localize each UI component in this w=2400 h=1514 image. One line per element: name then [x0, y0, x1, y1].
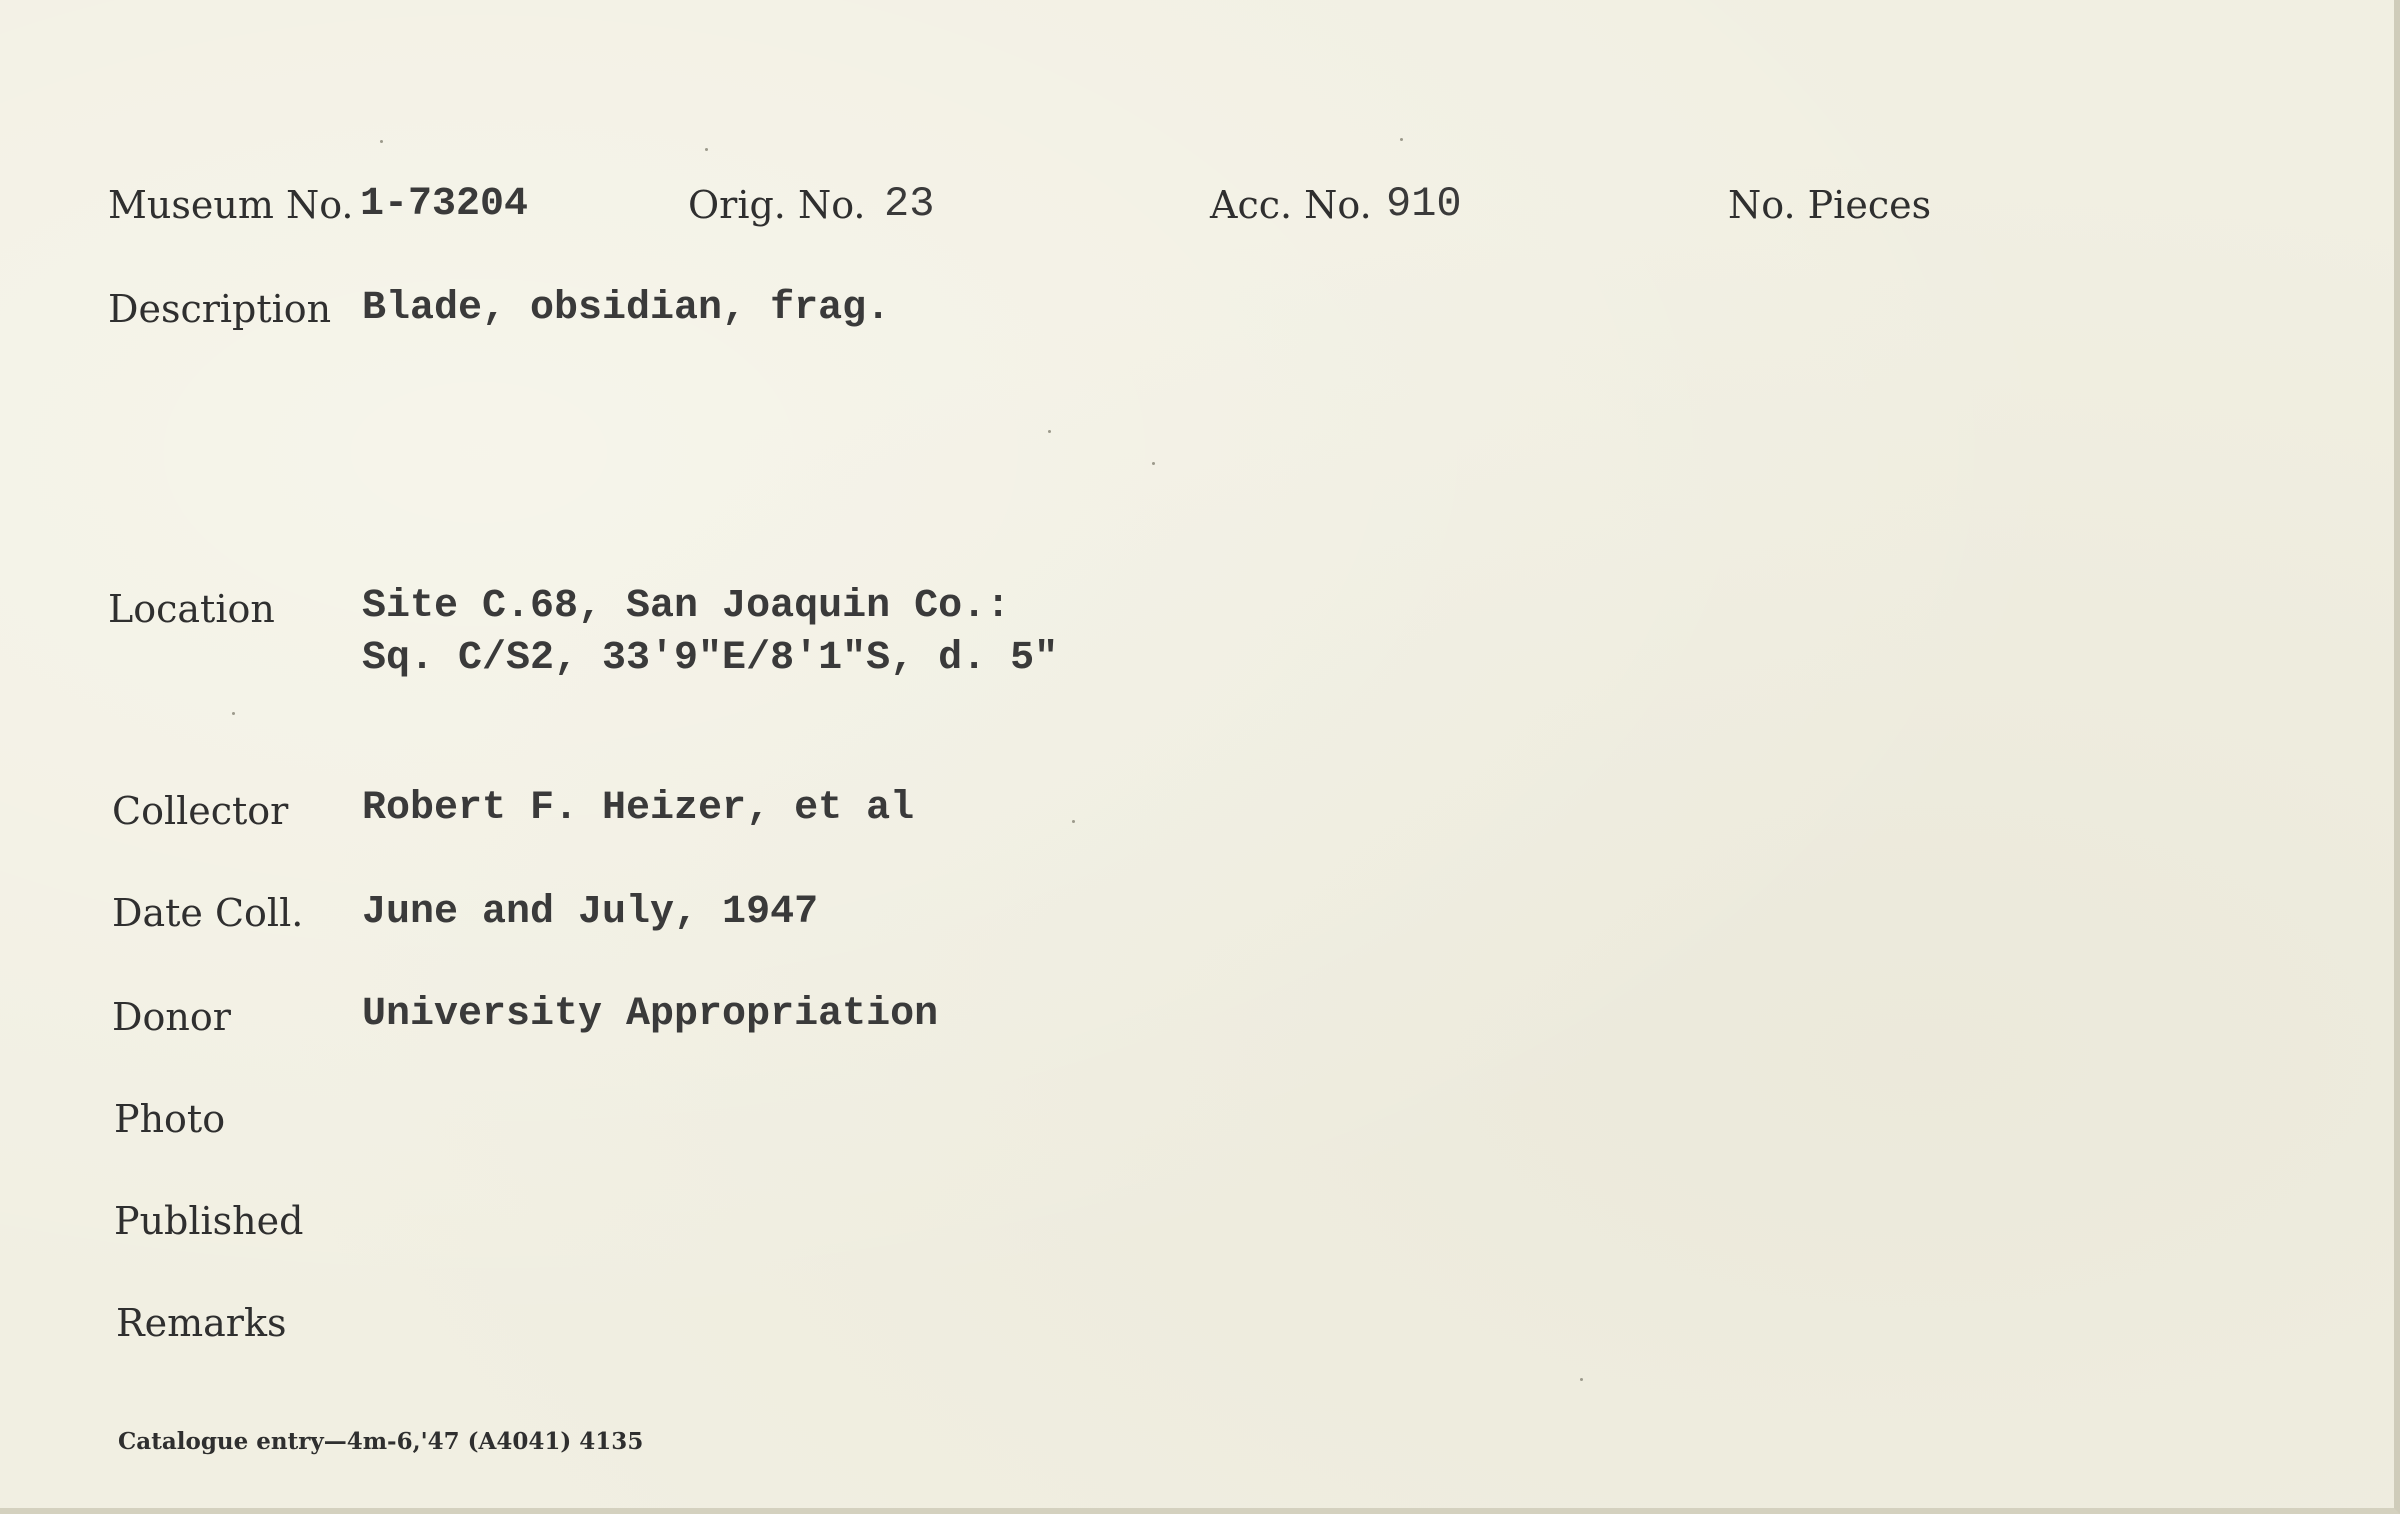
paper-speck: [1152, 462, 1155, 465]
location-label: Location: [108, 587, 275, 631]
paper-speck: [705, 148, 708, 151]
photo-label: Photo: [114, 1097, 226, 1141]
location-line-2: Sq. C/S2, 33'9"E/8'1"S, d. 5": [362, 636, 1059, 681]
description-value: Blade, obsidian, frag.: [362, 286, 891, 331]
date-coll-value: June and July, 1947: [362, 890, 819, 935]
donor-value: University Appropriation: [362, 992, 939, 1037]
paper-speck: [380, 140, 383, 143]
orig-no-label: Orig. No.: [688, 183, 866, 227]
donor-label: Donor: [112, 995, 231, 1039]
collector-label: Collector: [112, 789, 289, 833]
location-line-1: Site C.68, San Joaquin Co.:: [362, 584, 1011, 629]
paper-speck: [1048, 430, 1051, 433]
museum-no-value: 1-73204: [360, 182, 529, 227]
acc-no-value: 910: [1386, 180, 1462, 228]
date-coll-label: Date Coll.: [112, 891, 304, 935]
museum-no-label: Museum No.: [108, 183, 354, 227]
no-pieces-label: No. Pieces: [1728, 183, 1932, 227]
published-label: Published: [114, 1199, 304, 1243]
remarks-label: Remarks: [116, 1301, 287, 1345]
orig-no-value: 23: [884, 180, 935, 228]
paper-speck: [1580, 1378, 1583, 1381]
acc-no-label: Acc. No.: [1210, 183, 1372, 227]
description-label: Description: [108, 287, 332, 331]
collector-value: Robert F. Heizer, et al: [362, 786, 915, 831]
paper-speck: [1400, 138, 1403, 141]
catalogue-entry-imprint: Catalogue entry—4m-6,'47 (A4041) 4135: [118, 1428, 644, 1455]
paper-speck: [232, 712, 235, 715]
paper-speck: [1072, 820, 1075, 823]
